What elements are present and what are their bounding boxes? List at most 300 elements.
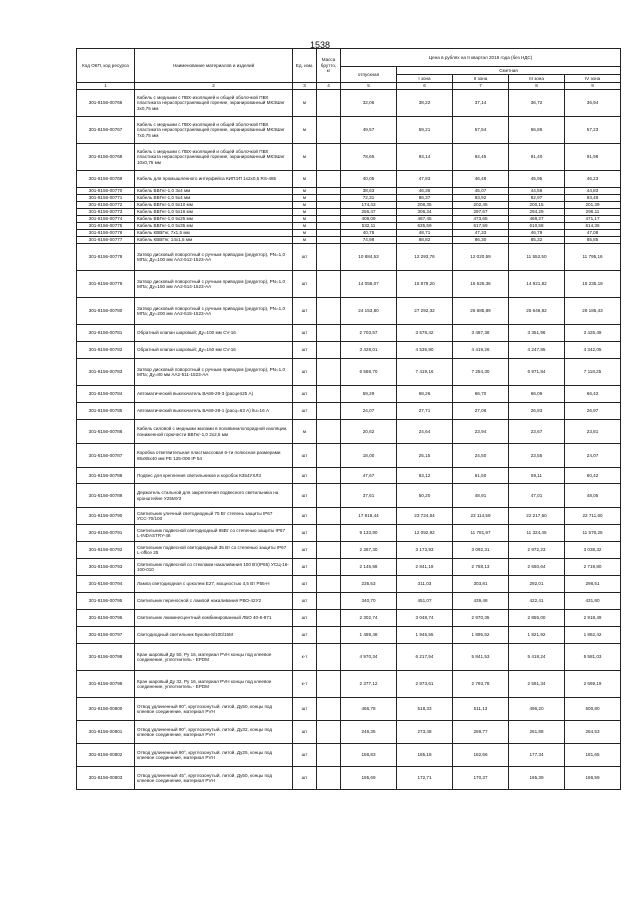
- release-price-cell: 4 970,34: [341, 644, 397, 671]
- zone-1-price-cell: 311,03: [397, 576, 453, 593]
- release-price-cell: 40,05: [341, 171, 397, 188]
- zone-2-price-cell: 66,70: [453, 386, 509, 403]
- price-table: [76, 48, 621, 790]
- header-release-price: отпускная: [341, 67, 397, 83]
- zone-4-price-cell: 46,23: [565, 171, 621, 188]
- table-row: [77, 542, 621, 559]
- unit-cell: шт: [293, 542, 317, 559]
- table-row: [77, 209, 621, 216]
- name-cell: Затвор дисковый поворотный с ручным приводом (редуктор), PN=1,0 МПа; Ду=200 мм АА2-515-1523-АА: [135, 298, 293, 325]
- zone-4-price-cell: 3 426,49: [565, 325, 621, 342]
- mass-cell: [317, 188, 341, 195]
- zone-4-price-cell: 298,51: [565, 576, 621, 593]
- name-cell: Обратный клапан шаровый; Ду=150 мм CV-16: [135, 342, 293, 359]
- name-cell: Держатель стальной для закрепления подвесного светильника на кронштейне У25МУ3: [135, 484, 293, 508]
- unit-cell: шт: [293, 559, 317, 576]
- zone-2-price-cell: 170,37: [453, 767, 509, 790]
- code-cell: 301-8156-00785: [77, 403, 135, 420]
- name-cell: Отвод удлиненный 90°, круглозонутый, литой, Ду25, концы под клеевое соединение, материал PVH: [135, 744, 293, 767]
- unit-cell: шт: [293, 271, 317, 298]
- zone-3-price-cell: 6 971,84: [509, 359, 565, 386]
- mass-cell: [317, 627, 341, 644]
- table-row: [77, 271, 621, 298]
- table-row: [77, 325, 621, 342]
- zone-3-price-cell: 22 217,60: [509, 508, 565, 525]
- unit-cell: шт: [293, 698, 317, 721]
- mass-cell: [317, 223, 341, 230]
- code-cell: 301-8156-00788: [77, 468, 135, 484]
- table-row: [77, 767, 621, 790]
- mass-cell: [317, 117, 341, 144]
- mass-cell: [317, 386, 341, 403]
- release-price-cell: 20,62: [341, 420, 397, 444]
- zone-1-price-cell: 25,15: [397, 444, 453, 468]
- zone-4-price-cell: 4 342,05: [565, 342, 621, 359]
- mass-cell: [317, 209, 341, 216]
- header-unit: Ед. изм.: [293, 49, 317, 83]
- mass-cell: [317, 508, 341, 525]
- zone-3-price-cell: 2 660,64: [509, 559, 565, 576]
- release-price-cell: 59,29: [341, 386, 397, 403]
- unit-cell: м: [293, 144, 317, 171]
- name-cell: Подвес для крепления светильников и коробок К354УХЛ3: [135, 468, 293, 484]
- name-cell: Отвод удлиненный 90°, круглозонутый, литой, Ду32, концы под клеевое соединение, материал PVH: [135, 721, 293, 744]
- header-price-group: Цена в рублях на II квартал 2018 года (без НДС): [341, 49, 621, 67]
- column-index: 8: [509, 83, 565, 90]
- unit-cell: м: [293, 230, 317, 237]
- name-cell: Кабель с медными с ПВХ-изоляцией и общей оболочкой ПВХ пластиката нераспространяющей горение, экранированный МКЭШнг 3х0,75 мм: [135, 90, 293, 117]
- name-cell: Кран шаровый Ду 50, Ру 16, материал PVH концы под клеевое соединение, уплотнитель - EPDM: [135, 644, 293, 671]
- zone-1-price-cell: 518,33: [397, 698, 453, 721]
- zone-1-price-cell: 2 973,61: [397, 671, 453, 698]
- column-index-row: [77, 83, 621, 90]
- name-cell: Светильник подвесной светодиодный 65Вт со степенью защиты IP67 L-INDASTRY-48: [135, 525, 293, 542]
- table-row: [77, 610, 621, 627]
- zone-3-price-cell: 44,56: [509, 188, 565, 195]
- mass-cell: [317, 342, 341, 359]
- header-estimate-price: Сметная: [397, 67, 621, 75]
- zone-1-price-cell: 7 419,16: [397, 359, 453, 386]
- zone-1-price-cell: 1 945,55: [397, 627, 453, 644]
- zone-3-price-cell: 177,34: [509, 744, 565, 767]
- mass-cell: [317, 610, 341, 627]
- zone-2-price-cell: 182,66: [453, 744, 509, 767]
- name-cell: Кабель ВВГнг-1,0 3х4 мм: [135, 188, 293, 195]
- table-row: [77, 171, 621, 188]
- code-cell: 301-8156-00796: [77, 610, 135, 627]
- zone-2-price-cell: 57,54: [453, 117, 509, 144]
- table-row: [77, 144, 621, 171]
- release-price-cell: 10 884,53: [341, 244, 397, 271]
- zone-3-price-cell: 14 921,82: [509, 271, 565, 298]
- zone-4-price-cell: 85,85: [565, 237, 621, 244]
- mass-cell: [317, 698, 341, 721]
- column-index: 6: [397, 83, 453, 90]
- unit-cell: шт: [293, 508, 317, 525]
- name-cell: Кабель ВВГнг-1,0 5х16 мм: [135, 209, 293, 216]
- zone-3-price-cell: 85,32: [509, 237, 565, 244]
- code-cell: 301-8156-00790: [77, 508, 135, 525]
- table-row: [77, 195, 621, 202]
- mass-cell: [317, 444, 341, 468]
- zone-3-price-cell: 3 351,96: [509, 325, 565, 342]
- zone-1-price-cell: 12 293,76: [397, 244, 453, 271]
- zone-4-price-cell: 11 795,16: [565, 244, 621, 271]
- zone-2-price-cell: 2 793,78: [453, 671, 509, 698]
- zone-3-price-cell: 610,58: [509, 223, 565, 230]
- column-index: 1: [77, 83, 135, 90]
- zone-3-price-cell: 2 591,34: [509, 671, 565, 698]
- zone-4-price-cell: 48,05: [565, 484, 621, 508]
- zone-4-price-cell: 431,80: [565, 593, 621, 610]
- unit-cell: шт: [293, 468, 317, 484]
- mass-cell: [317, 644, 341, 671]
- name-cell: Кабель ВВГнг-1,0 5х10 мм: [135, 202, 293, 209]
- zone-1-price-cell: 88,82: [397, 237, 453, 244]
- unit-cell: шт: [293, 298, 317, 325]
- release-price-cell: 24 153,80: [341, 298, 397, 325]
- unit-cell: м: [293, 202, 317, 209]
- zone-3-price-cell: 2 972,23: [509, 542, 565, 559]
- unit-cell: шт: [293, 744, 317, 767]
- zone-4-price-cell: 91,96: [565, 144, 621, 171]
- zone-4-price-cell: 47,08: [565, 230, 621, 237]
- mass-cell: [317, 420, 341, 444]
- mass-cell: [317, 271, 341, 298]
- zone-3-price-cell: 200,15: [509, 202, 565, 209]
- mass-cell: [317, 237, 341, 244]
- zone-3-price-cell: 5 418,24: [509, 644, 565, 671]
- table-row: [77, 484, 621, 508]
- unit-cell: шт: [293, 386, 317, 403]
- column-index: 9: [565, 83, 621, 90]
- zone-2-price-cell: 303,81: [453, 576, 509, 593]
- unit-cell: шт: [293, 444, 317, 468]
- column-index: 2: [135, 83, 293, 90]
- zone-1-price-cell: 86,37: [397, 195, 453, 202]
- mass-cell: [317, 202, 341, 209]
- zone-1-price-cell: 59,21: [397, 117, 453, 144]
- zone-1-price-cell: 6 217,54: [397, 644, 453, 671]
- zone-2-price-cell: 11 781,97: [453, 525, 509, 542]
- zone-1-price-cell: 93,14: [397, 144, 453, 171]
- name-cell: Затвор дисковый поворотный с ручным приводом (редуктор), PN=1,0 МПа; Ду=150 мм АА2-514-1523-АА: [135, 271, 293, 298]
- unit-cell: м: [293, 188, 317, 195]
- release-price-cell: 3 428,01: [341, 342, 397, 359]
- mass-cell: [317, 767, 341, 790]
- zone-2-price-cell: 2 970,35: [453, 610, 509, 627]
- unit-cell: шт: [293, 325, 317, 342]
- header-name: Наименование материалов и изделий: [135, 49, 293, 83]
- code-cell: 301-8156-00779: [77, 271, 135, 298]
- zone-4-price-cell: 57,23: [565, 117, 621, 144]
- mass-cell: [317, 593, 341, 610]
- name-cell: Отвод удлиненный 45°, круглозонутый, литой, Ду50, концы под клеевое соединение, материал PVH: [135, 767, 293, 790]
- mass-cell: [317, 325, 341, 342]
- release-price-cell: 38,63: [341, 188, 397, 195]
- unit-cell: шт: [293, 627, 317, 644]
- zone-2-price-cell: 5 841,53: [453, 644, 509, 671]
- code-cell: 301-8156-00773: [77, 209, 135, 216]
- release-price-cell: 156,83: [341, 744, 397, 767]
- mass-cell: [317, 195, 341, 202]
- table-row: [77, 593, 621, 610]
- table-row: [77, 117, 621, 144]
- zone-1-price-cell: 306,34: [397, 209, 453, 216]
- zone-4-price-cell: 36,94: [565, 90, 621, 117]
- mass-cell: [317, 671, 341, 698]
- zone-2-price-cell: 23 114,59: [453, 508, 509, 525]
- zone-3-price-cell: 11 324,45: [509, 525, 565, 542]
- zone-1-price-cell: 68,26: [397, 386, 453, 403]
- mass-cell: [317, 216, 341, 223]
- unit-cell: шт: [293, 576, 317, 593]
- zone-4-price-cell: 201,39: [565, 202, 621, 209]
- name-cell: Светильник переносной с лампой накаливания РВО-42У2: [135, 593, 293, 610]
- zone-4-price-cell: 471,17: [565, 216, 621, 223]
- unit-cell: м: [293, 195, 317, 202]
- zone-4-price-cell: 2 669,19: [565, 671, 621, 698]
- zone-2-price-cell: 473,65: [453, 216, 509, 223]
- zone-3-price-cell: 422,41: [509, 593, 565, 610]
- header-zone-2: II зона: [453, 75, 509, 83]
- table-row: [77, 202, 621, 209]
- zone-1-price-cell: 47,83: [397, 171, 453, 188]
- table-row: [77, 671, 621, 698]
- zone-4-price-cell: 60,42: [565, 468, 621, 484]
- zone-1-price-cell: 12 092,92: [397, 525, 453, 542]
- mass-cell: [317, 359, 341, 386]
- table-row: [77, 627, 621, 644]
- mass-cell: [317, 525, 341, 542]
- unit-cell: шт: [293, 403, 317, 420]
- zone-2-price-cell: 439,48: [453, 593, 509, 610]
- name-cell: Кабель с медными с ПВХ-изоляцией и общей оболочкой ПВХ пластиката нераспространяющей горение, экранированный МКЭШнг 10х0,75 мм: [135, 144, 293, 171]
- name-cell: Кабель ВВГнг-1,0 5х25 мм: [135, 216, 293, 223]
- unit-cell: к-т: [293, 671, 317, 698]
- zone-2-price-cell: 3 092,31: [453, 542, 509, 559]
- code-cell: 301-8156-00784: [77, 386, 135, 403]
- zone-1-price-cell: 15 879,20: [397, 271, 453, 298]
- zone-3-price-cell: 2 855,00: [509, 610, 565, 627]
- table-row: [77, 237, 621, 244]
- release-price-cell: 37,61: [341, 484, 397, 508]
- zone-3-price-cell: 47,01: [509, 484, 565, 508]
- release-price-cell: 40,78: [341, 230, 397, 237]
- unit-cell: шт: [293, 359, 317, 386]
- code-cell: 301-8156-00793: [77, 559, 135, 576]
- zone-2-price-cell: 83,92: [453, 195, 509, 202]
- zone-2-price-cell: 86,30: [453, 237, 509, 244]
- zone-3-price-cell: 23,55: [509, 444, 565, 468]
- zone-2-price-cell: 27,08: [453, 403, 509, 420]
- zone-2-price-cell: 12 020,59: [453, 244, 509, 271]
- mass-cell: [317, 90, 341, 117]
- zone-1-price-cell: 48,71: [397, 230, 453, 237]
- code-cell: 301-8156-00783: [77, 359, 135, 386]
- zone-2-price-cell: 23,94: [453, 420, 509, 444]
- zone-2-price-cell: 47,33: [453, 230, 509, 237]
- code-cell: 301-8156-00792: [77, 542, 135, 559]
- code-cell: 301-8156-00782: [77, 342, 135, 359]
- code-cell: 301-8156-00770: [77, 188, 135, 195]
- release-price-cell: 6 568,70: [341, 359, 397, 386]
- zone-4-price-cell: 26 185,43: [565, 298, 621, 325]
- table-row: [77, 420, 621, 444]
- zone-2-price-cell: 1 895,52: [453, 627, 509, 644]
- name-cell: Светильник подвесной со стеклами накаливания 100 Вт(IP65) УСЦ-16-100-010: [135, 559, 293, 576]
- zone-1-price-cell: 172,71: [397, 767, 453, 790]
- header-zone-1: I зона: [397, 75, 453, 83]
- mass-cell: [317, 468, 341, 484]
- zone-4-price-cell: 296,11: [565, 209, 621, 216]
- release-price-cell: 174,43: [341, 202, 397, 209]
- mass-cell: [317, 244, 341, 271]
- header-code: Код ОКП, код ресурса: [77, 49, 135, 83]
- release-price-cell: 408,09: [341, 216, 397, 223]
- mass-cell: [317, 403, 341, 420]
- header-mass: Масса брутто, кг: [317, 49, 341, 83]
- table-row: [77, 403, 621, 420]
- zone-4-price-cell: 44,83: [565, 188, 621, 195]
- release-price-cell: 340,70: [341, 593, 397, 610]
- zone-1-price-cell: 38,22: [397, 90, 453, 117]
- code-cell: 301-8156-00780: [77, 298, 135, 325]
- release-price-cell: 2 397,30: [341, 542, 397, 559]
- zone-3-price-cell: 4 247,85: [509, 342, 565, 359]
- mass-cell: [317, 171, 341, 188]
- code-cell: 301-8156-00794: [77, 576, 135, 593]
- table-row: [77, 576, 621, 593]
- name-cell: Кабель для промышленного интерфейса КИПЭП 1х2х0,6 RS-485: [135, 171, 293, 188]
- zone-3-price-cell: 82,97: [509, 195, 565, 202]
- code-cell: 301-8156-00774: [77, 216, 135, 223]
- code-cell: 301-8156-00772: [77, 202, 135, 209]
- header-zone-3: III зона: [509, 75, 565, 83]
- zone-1-price-cell: 487,45: [397, 216, 453, 223]
- release-price-cell: 78,65: [341, 144, 397, 171]
- zone-1-price-cell: 24,64: [397, 420, 453, 444]
- release-price-cell: 47,67: [341, 468, 397, 484]
- table-row: [77, 721, 621, 744]
- zone-2-price-cell: 37,14: [453, 90, 509, 117]
- name-cell: Кабель ВВГнг-1,0 5х4 мм: [135, 195, 293, 202]
- zone-1-price-cell: 451,07: [397, 593, 453, 610]
- release-price-cell: 24,07: [341, 403, 397, 420]
- unit-cell: м: [293, 237, 317, 244]
- zone-2-price-cell: 48,91: [453, 484, 509, 508]
- release-price-cell: 1 469,48: [341, 627, 397, 644]
- unit-cell: м: [293, 420, 317, 444]
- zone-1-price-cell: 63,12: [397, 468, 453, 484]
- zone-2-price-cell: 15 526,36: [453, 271, 509, 298]
- table-row: [77, 559, 621, 576]
- header-zone-4: IV зона: [565, 75, 621, 83]
- zone-1-price-cell: 635,59: [397, 223, 453, 230]
- mass-cell: [317, 559, 341, 576]
- name-cell: Светильник подвесной светодиодный 35 Вт со степенью защиты IP67 L-office 25: [135, 542, 293, 559]
- zone-2-price-cell: 202,45: [453, 202, 509, 209]
- zone-1-price-cell: 208,35: [397, 202, 453, 209]
- release-price-cell: 14 058,07: [341, 271, 397, 298]
- unit-cell: шт: [293, 721, 317, 744]
- table-row: [77, 244, 621, 271]
- zone-3-price-cell: 294,29: [509, 209, 565, 216]
- unit-cell: шт: [293, 244, 317, 271]
- table-row: [77, 230, 621, 237]
- zone-1-price-cell: 27,71: [397, 403, 453, 420]
- code-cell: 301-8156-00797: [77, 627, 135, 644]
- zone-3-price-cell: 11 552,50: [509, 244, 565, 271]
- zone-4-price-cell: 5 581,03: [565, 644, 621, 671]
- zone-3-price-cell: 91,40: [509, 144, 565, 171]
- zone-3-price-cell: 292,01: [509, 576, 565, 593]
- zone-3-price-cell: 45,95: [509, 171, 565, 188]
- mass-cell: [317, 744, 341, 767]
- zone-4-price-cell: 264,53: [565, 721, 621, 744]
- zone-3-price-cell: 25 646,82: [509, 298, 565, 325]
- release-price-cell: 466,78: [341, 698, 397, 721]
- code-cell: 301-8156-00771: [77, 195, 135, 202]
- release-price-cell: 532,11: [341, 223, 397, 230]
- zone-1-price-cell: 50,20: [397, 484, 453, 508]
- zone-3-price-cell: 56,86: [509, 117, 565, 144]
- code-cell: 301-8156-00777: [77, 237, 135, 244]
- code-cell: 301-8156-00781: [77, 325, 135, 342]
- unit-cell: шт: [293, 593, 317, 610]
- release-price-cell: 72,31: [341, 195, 397, 202]
- table-row: [77, 386, 621, 403]
- mass-cell: [317, 230, 341, 237]
- zone-2-price-cell: 7 254,30: [453, 359, 509, 386]
- code-cell: 301-8156-00778: [77, 244, 135, 271]
- table-row: [77, 90, 621, 117]
- code-cell: 301-8156-00798: [77, 644, 135, 671]
- code-cell: 301-8156-00799: [77, 671, 135, 698]
- name-cell: Кабель силовой с медными жилами в поливинилхлоридной изоляции, пониженной горючести ВВГнг-1,0 2х2,5 мм: [135, 420, 293, 444]
- table-row: [77, 525, 621, 542]
- zone-4-price-cell: 2 719,80: [565, 559, 621, 576]
- zone-4-price-cell: 23,81: [565, 420, 621, 444]
- release-price-cell: 49,57: [341, 117, 397, 144]
- zone-4-price-cell: 15 235,19: [565, 271, 621, 298]
- zone-2-price-cell: 46,48: [453, 171, 509, 188]
- code-cell: 301-8156-00776: [77, 230, 135, 237]
- code-cell: 301-8156-00768: [77, 144, 135, 171]
- zone-3-price-cell: 59,11: [509, 468, 565, 484]
- zone-4-price-cell: 26,97: [565, 403, 621, 420]
- zone-4-price-cell: 500,80: [565, 698, 621, 721]
- release-price-cell: 32,06: [341, 90, 397, 117]
- release-price-cell: 74,98: [341, 237, 397, 244]
- unit-cell: м: [293, 171, 317, 188]
- zone-2-price-cell: 511,13: [453, 698, 509, 721]
- release-price-cell: 235,53: [341, 576, 397, 593]
- release-price-cell: 18,00: [341, 444, 397, 468]
- code-cell: 301-8156-00766: [77, 90, 135, 117]
- mass-cell: [317, 144, 341, 171]
- code-cell: 301-8156-00795: [77, 593, 135, 610]
- zone-1-price-cell: 3 173,93: [397, 542, 453, 559]
- zone-4-price-cell: 11 576,25: [565, 525, 621, 542]
- column-index: 4: [317, 83, 341, 90]
- name-cell: Светильник люминесцентный комбинированный ЛБО 40-6-971: [135, 610, 293, 627]
- mass-cell: [317, 576, 341, 593]
- name-cell: Обратный клапан шаровый; Ду=100 мм CV-16: [135, 325, 293, 342]
- name-cell: Светодиодный светильник Букова-8/100/15М: [135, 627, 293, 644]
- table-row: [77, 298, 621, 325]
- zone-3-price-cell: 165,39: [509, 767, 565, 790]
